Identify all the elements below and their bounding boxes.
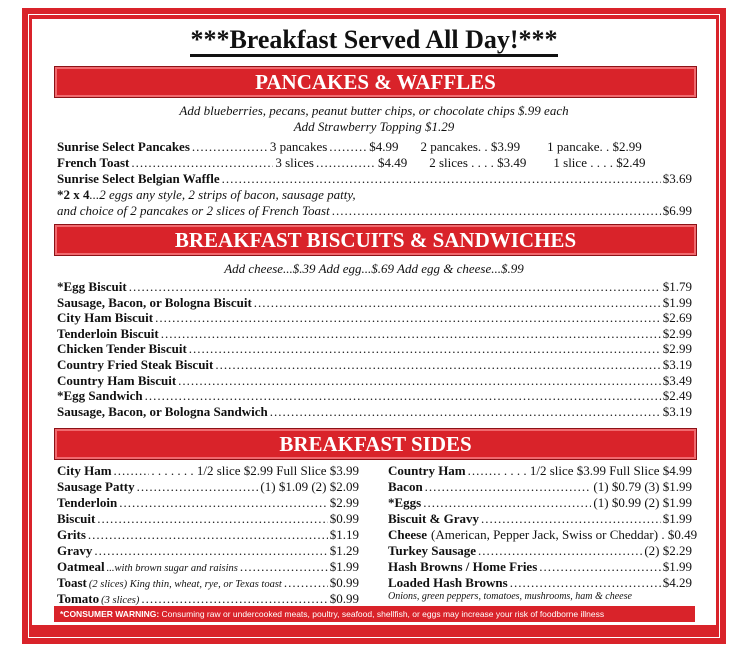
side-menu-item: Toast (2 slices) King thin, wheat, rye, or Texas toast ..... $0.99 bbox=[57, 575, 359, 591]
side-menu-item: Oatmeal ...with brown sugar and raisins ..... $1.99 bbox=[57, 559, 359, 575]
side-menu-item: Hash Browns / Home Fries ..... $1.99 bbox=[388, 559, 692, 575]
biscuits-heading: BREAKFAST BISCUITS & SANDWICHES bbox=[54, 224, 697, 256]
menu-item-french-toast: French Toast ..... 3 slices ..... $4.49 2 slices . . . . $3.49 1 slice . . . . $2.49 bbox=[57, 155, 692, 171]
side-menu-item: Turkey Sausage ..... (2) $2.29 bbox=[388, 543, 692, 559]
side-menu-item: Grits ..... $1.19 bbox=[57, 527, 359, 543]
biscuit-menu-item: Chicken Tender Biscuit ..... $2.99 bbox=[57, 341, 692, 357]
side-menu-item: Biscuit ..... $0.99 bbox=[57, 511, 359, 527]
menu-item-sunrise-pancakes: Sunrise Select Pancakes ..... 3 pancakes ..... $4.99 2 pancakes. . $3.99 1 pancake. . $2.99 bbox=[57, 139, 692, 155]
pancakes-strawberry-note: Add Strawberry Topping $1.29 bbox=[293, 119, 455, 134]
side-menu-item: Loaded Hash Browns ..... $4.29 bbox=[388, 575, 692, 591]
biscuits-addon-note: Add cheese...$.39 Add egg...$.69 Add egg & cheese...$.99 bbox=[224, 261, 524, 276]
side-menu-item: Country Ham ..... . . . . 1/2 slice $3.99 Full Slice $4.99 bbox=[388, 463, 692, 479]
pancakes-addon-note: Add blueberries, pecans, peanut butter chips, or chocolate chips $.99 each bbox=[179, 103, 569, 118]
menu-item-belgian-waffle: Sunrise Select Belgian Waffle ..... $3.69 bbox=[57, 171, 692, 187]
menu-title: ***Breakfast Served All Day!*** bbox=[32, 25, 716, 55]
side-menu-item: Cheese (American, Pepper Jack, Swiss or Cheddar) . $0.49 bbox=[388, 527, 698, 542]
biscuit-menu-item: Tenderloin Biscuit ..... $2.99 bbox=[57, 326, 692, 342]
sides-heading: BREAKFAST SIDES bbox=[54, 428, 697, 460]
side-menu-item: Tomato (3 slices) ..... $0.99 bbox=[57, 591, 359, 607]
menu-item-2x4-desc: *2 x 4 ...2 eggs any style, 2 strips of bacon, sausage patty, bbox=[57, 187, 356, 202]
side-menu-item: Biscuit & Gravy ..... $1.99 bbox=[388, 511, 692, 527]
pancakes-heading: PANCAKES & WAFFLES bbox=[54, 66, 697, 98]
menu-page bbox=[32, 19, 716, 625]
side-menu-item: Tenderloin ..... $2.99 bbox=[57, 495, 359, 511]
biscuit-menu-item: City Ham Biscuit ..... $2.69 bbox=[57, 310, 692, 326]
menu-item-2x4: and choice of 2 pancakes or 2 slices of French Toast ..... $6.99 bbox=[57, 203, 692, 219]
side-menu-item: Gravy ..... $1.29 bbox=[57, 543, 359, 559]
biscuit-menu-item: *Egg Sandwich ..... $2.49 bbox=[57, 388, 692, 404]
biscuit-menu-item: Sausage, Bacon, or Bologna Biscuit ..... $1.99 bbox=[57, 295, 692, 311]
side-menu-item: *Eggs ..... (1) $0.99 (2) $1.99 bbox=[388, 495, 692, 511]
side-menu-item: City Ham ..... . . . . . . . 1/2 slice $2.99 Full Slice $3.99 bbox=[57, 463, 359, 479]
side-menu-item: Sausage Patty ..... (1) $1.09 (2) $2.09 bbox=[57, 479, 359, 495]
side-menu-item: Bacon ..... (1) $0.79 (3) $1.99 bbox=[388, 479, 692, 495]
consumer-warning: *CONSUMER WARNING: Consuming raw or undercooked meats, poultry, seafood, shellfish, or eggs may increase your risk of foodborne illness bbox=[54, 606, 695, 622]
biscuit-menu-item: Country Fried Steak Biscuit ..... $3.19 bbox=[57, 357, 692, 373]
biscuit-menu-item: *Egg Biscuit ..... $1.79 bbox=[57, 279, 692, 295]
loaded-hash-browns-note: Onions, green peppers, tomatoes, mushrooms, ham & cheese bbox=[388, 591, 632, 602]
biscuit-menu-item: Sausage, Bacon, or Bologna Sandwich ..... $3.19 bbox=[57, 404, 692, 420]
biscuit-menu-item: Country Ham Biscuit ..... $3.49 bbox=[57, 373, 692, 389]
